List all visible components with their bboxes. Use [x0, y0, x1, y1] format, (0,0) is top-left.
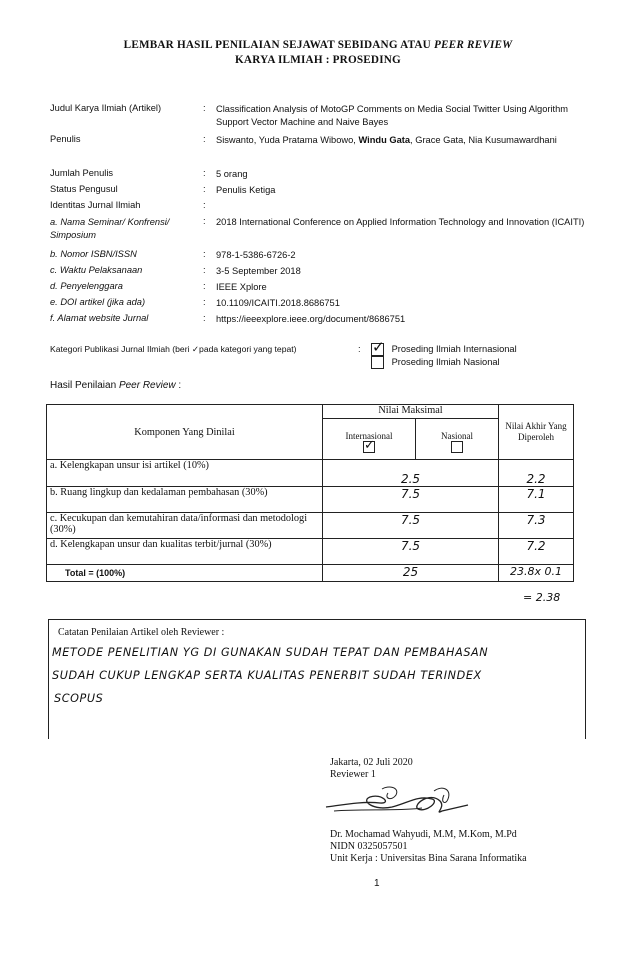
total-akhir-result: = 2.38 [523, 591, 561, 604]
row-maks: 7.5 [323, 513, 499, 539]
header-komponen: Komponen Yang Dinilai [47, 405, 323, 460]
hasil-label: Hasil Penilaian Peer Review : [50, 380, 182, 391]
field-value-website: https://ieeexplore.ieee.org/document/8686751 [216, 314, 406, 324]
field-label-website: f. Alamat website Jurnal [50, 313, 149, 323]
notes-line1: METODE PENELITIAN YG DI GUNAKAN SUDAH TEPAT DAN PEMBAHASAN [52, 646, 489, 659]
field-value-penulis [216, 134, 586, 147]
colon: : [203, 184, 206, 194]
sign-name: Dr. Mochamad Wahyudi, M.M, M.Kom, M.Pd [330, 829, 517, 840]
colon: : [203, 134, 206, 144]
kategori-option-nasional[interactable] [371, 356, 500, 369]
signature-icon [322, 781, 472, 825]
header-internasional [323, 419, 416, 460]
total-akhir: 23.8x 0.1 [499, 565, 574, 582]
field-value-jumlah: 5 orang [216, 169, 248, 179]
field-value-waktu: 3-5 September 2018 [216, 266, 301, 276]
field-label-penulis: Penulis [50, 134, 81, 144]
row-komponen: d. Kelengkapan unsur dan kualitas terbit/jurnal (30%) [47, 539, 323, 565]
row-akhir: 2.2 [499, 460, 574, 487]
header-nilai-akhir: Nilai Akhir Yang Diperoleh [499, 405, 574, 460]
field-value-judul: Classification Analysis of MotoGP Comments on Media Social Twitter Using Algorithm Support Vector Machine and Naive Bayes [216, 104, 569, 127]
colon: : [203, 265, 206, 275]
total-label: Total = (100%) [47, 565, 323, 582]
field-label-seminar: a. Nama Seminar/ Konfrensi/ Simposium [50, 217, 170, 240]
checkbox-nasional[interactable] [371, 356, 384, 369]
penulis-pre: Siswanto, Yuda Pratama Wibowo, [216, 135, 356, 145]
header-nilai-maksimal: Nilai Maksimal [323, 405, 499, 419]
field-value-doi: 10.1109/ICAITI.2018.8686751 [216, 298, 340, 308]
document-subtitle: KARYA ILMIAH : PROSEDING [235, 54, 401, 66]
notes-line3: SCOPUS [54, 692, 104, 705]
kategori-nasional-label: Proseding Ilmiah Nasional [391, 356, 500, 367]
table-row [47, 513, 574, 539]
document-title [0, 39, 636, 51]
row-maks: 7.5 [323, 539, 499, 565]
row-maks: 7.5 [323, 487, 499, 513]
checkbox-internasional[interactable] [371, 339, 385, 356]
internasional-label: Internasional [345, 431, 393, 442]
page-number: 1 [374, 878, 380, 889]
sign-place-date: Jakarta, 02 Juli 2020 [330, 757, 413, 768]
colon: : [203, 200, 206, 210]
field-label-doi: e. DOI artikel (jika ada) [50, 297, 146, 307]
check-icon: ✓ [364, 437, 375, 453]
penulis-bold: Windu Gata [358, 135, 411, 145]
score-table [46, 404, 574, 582]
check-icon: ✓ [372, 339, 385, 356]
title-line1-italic: PEER REVIEW [433, 39, 513, 51]
penulis-post: , Grace Gata, Nia Kusumawardhani [410, 135, 557, 145]
kategori-option-internasional[interactable] [371, 339, 517, 356]
colon: : [203, 281, 206, 291]
colon: : [203, 103, 206, 113]
row-akhir: 7.3 [499, 513, 574, 539]
header-nasional [416, 419, 499, 460]
nasional-checkbox[interactable] [451, 441, 463, 453]
hasil-label-text: Hasil Penilaian [50, 380, 117, 391]
colon: : [203, 297, 206, 307]
row-akhir: 7.1 [499, 487, 574, 513]
table-row-total [47, 565, 574, 582]
kategori-label: Kategori Publikasi Jurnal Ilmiah (beri ✓pada kategori yang tepat) [50, 344, 297, 354]
field-label-identitas: Identitas Jurnal Ilmiah [50, 200, 141, 210]
field-label-waktu: c. Waktu Pelaksanaan [50, 265, 143, 275]
field-label-isbn: b. Nomor ISBN/ISSN [50, 249, 137, 259]
field-label-penyelenggara: d. Penyelenggara [50, 281, 123, 291]
field-value-isbn: 978-1-5386-6726-2 [216, 250, 296, 260]
internasional-checkbox[interactable] [363, 437, 375, 453]
field-value-seminar: 2018 International Conference on Applied Information Technology and Innovation (ICAITI) [216, 217, 585, 227]
colon: : [203, 313, 206, 323]
field-label-jumlah: Jumlah Penulis [50, 168, 114, 178]
row-komponen: c. Kecukupan dan kemutahiran data/informasi dan metodologi (30%) [47, 513, 323, 539]
kategori-internasional-label: Proseding Ilmiah Internasional [391, 343, 517, 354]
colon: : [358, 344, 361, 354]
notes-line2: SUDAH CUKUP LENGKAP SERTA KUALITAS PENERBIT SUDAH TERINDEX [52, 669, 482, 682]
title-line1: LEMBAR HASIL PENILAIAN SEJAWAT SEBIDANG ATAU [123, 39, 431, 51]
field-label-status: Status Pengusul [50, 184, 118, 194]
nasional-label: Nasional [441, 431, 473, 442]
colon: : [203, 168, 206, 178]
field-value-status: Penulis Ketiga [216, 185, 276, 195]
row-komponen: b. Ruang lingkup dan kedalaman pembahasan (30%) [47, 487, 323, 513]
row-komponen: a. Kelengkapan unsur isi artikel (10%) [47, 460, 323, 487]
sign-unit: Unit Kerja : Universitas Bina Sarana Informatika [330, 853, 527, 864]
sign-nidn: NIDN 0325057501 [330, 841, 408, 852]
sign-role: Reviewer 1 [330, 769, 376, 780]
field-value-penyelenggara: IEEE Xplore [216, 282, 267, 292]
table-row [47, 460, 574, 487]
hasil-label-italic: Peer Review [118, 380, 176, 391]
row-akhir: 7.2 [499, 539, 574, 565]
colon: : [203, 216, 206, 226]
total-maks: 25 [323, 565, 499, 582]
field-label-judul: Judul Karya Ilmiah (Artikel) [50, 103, 162, 113]
colon: : [203, 249, 206, 259]
table-row [47, 539, 574, 565]
table-row [47, 487, 574, 513]
row-maks: 2.5 [323, 460, 499, 487]
notes-heading: Catatan Penilaian Artikel oleh Reviewer : [58, 627, 225, 638]
